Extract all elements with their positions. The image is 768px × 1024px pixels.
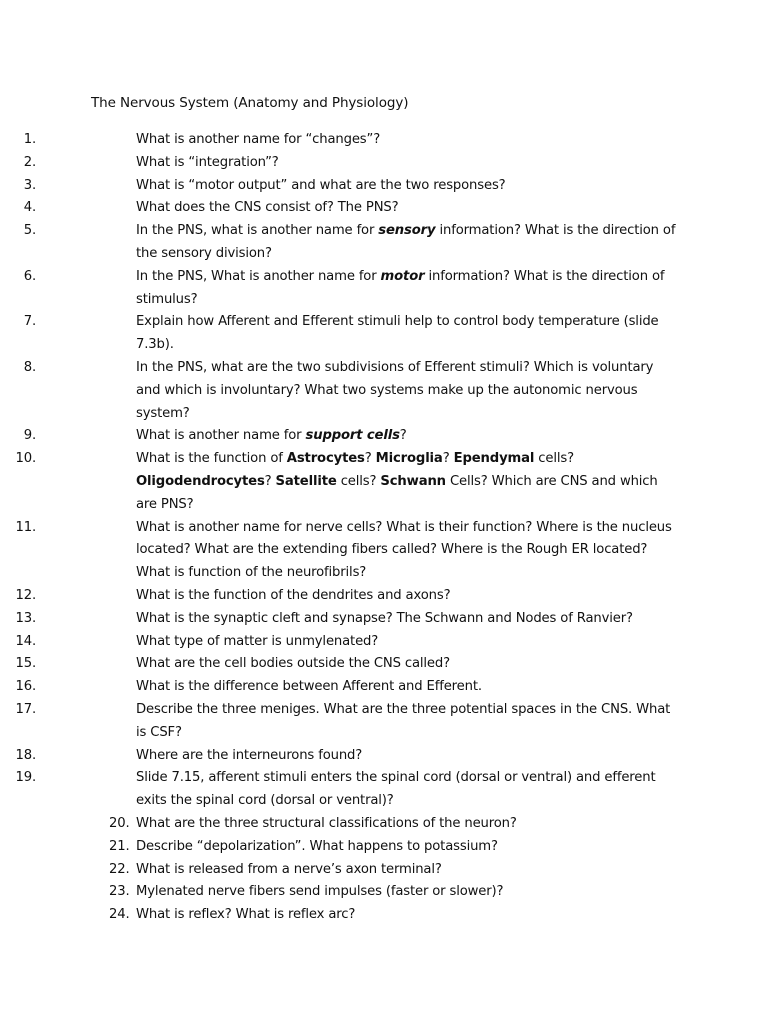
question-text [136,862,442,877]
question-text [136,656,450,671]
question-item [0,631,676,654]
question-number: 1. [23,132,36,147]
question-text-segment: What does the CNS consist of? The PNS? [136,200,399,216]
question-text [136,269,664,307]
question-item [0,175,676,198]
question-text [136,770,655,808]
emphasized-term: Astrocytes [286,451,365,467]
question-number: 11. [15,519,36,535]
question-text [136,702,670,740]
question-text-segment: Slide 7.15, afferent stimuli enters the spinal cord (dorsal or ventral) and efferent exits the spinal cord (dorsal or ventral)? [136,770,656,809]
question-number: 24. [109,907,130,923]
question-number: 7. [23,314,36,330]
question-text-segment: In the PNS, What is another name for [136,268,381,284]
question-text-segment: What is another name for nerve cells? What is their function? Where is the nucleus located? What are the extending fibers called? Where is the Rough ER located? What is function of the neurofibrils? [136,519,672,581]
question-number: 6. [23,268,36,284]
question-number: 5. [23,223,36,239]
question-text-segment: What is reflex? What is reflex arc? [136,907,356,923]
emphasized-term: Satellite [275,473,337,489]
question-number: 22. [109,861,130,877]
question-number: 13. [15,610,36,626]
question-item [0,129,676,152]
emphasized-term: Microglia [375,451,443,467]
question-text-segment: What type of matter is unmylenated? [136,633,379,649]
question-text [136,816,517,831]
question-text-segment: ? [442,451,454,467]
question-item [0,517,676,585]
question-text-segment: What are the cell bodies outside the CNS called? [136,656,450,672]
question-text-segment: Describe “depolarization”. What happens to potassium? [136,838,498,854]
emphasized-term: support cells [305,428,400,444]
question-text [136,451,658,512]
question-text [136,588,450,603]
question-number: 21. [109,838,130,854]
question-text-segment: What is “integration”? [136,154,279,170]
question-text-segment: What is “motor output” and what are the two responses? [136,177,506,193]
question-item [0,608,676,631]
question-item [0,813,676,836]
question-list [0,129,768,927]
question-text [136,223,675,261]
question-number: 20. [109,815,130,831]
question-text [136,200,398,215]
question-item [0,904,676,927]
question-text-segment: What are the three structural classifications of the neuron? [136,815,517,831]
document-title: The Nervous System (Anatomy and Physiology) [91,95,409,111]
question-number: 4. [23,200,36,216]
question-text-segment: ? [399,428,407,444]
question-text-segment: Explain how Afferent and Efferent stimuli help to control body temperature (slide 7.3b). [136,314,659,353]
question-text [136,428,407,443]
question-item [0,152,676,175]
question-item [0,425,676,448]
question-number: 15. [15,656,36,672]
question-text-segment: cells? [534,451,574,467]
question-text [136,748,362,763]
question-text-segment: In the PNS, what is another name for [136,223,379,239]
question-text [136,314,659,352]
question-number: 17. [15,701,36,717]
question-item [0,653,676,676]
question-number: 10. [15,451,36,467]
question-text-segment: information? What is the direction of the sensory division? [136,223,676,261]
question-text-segment: What is the synaptic cleft and synapse? The Schwann and Nodes of Ranvier? [136,610,633,626]
question-number: 18. [15,747,36,763]
question-text [136,884,503,899]
emphasized-term: Oligodendrocytes [136,473,265,489]
question-item [0,266,676,312]
question-text-segment: What is the function of [136,451,287,467]
question-number: 19. [15,770,36,786]
question-item [0,676,676,699]
question-text [136,634,378,649]
question-text-segment: ? [264,473,276,489]
question-number: 8. [23,359,36,375]
question-item [0,767,676,813]
question-item [0,311,676,357]
question-text-segment: Cells? Which are CNS and which are PNS? [136,473,658,512]
question-number: 9. [23,428,36,444]
question-text-segment: What is the difference between Afferent and Efferent. [136,679,482,695]
question-text [136,520,672,581]
question-text-segment: In the PNS, what are the two subdivisions of Efferent stimuli? Which is voluntary and which is involuntary? What two systems make up the autonomic nervous system? [136,359,654,421]
question-text-segment: Mylenated nerve fibers send impulses (faster or slower)? [136,884,504,900]
question-item [0,881,676,904]
question-text-segment: What is the function of the dendrites and axons? [136,587,451,603]
question-text-segment: What is another name for [136,428,306,444]
question-item [0,699,676,745]
emphasized-term: motor [380,268,425,284]
question-number: 3. [23,177,36,193]
question-text [136,360,653,421]
question-text-segment: information? What is the direction of stimulus? [136,268,665,307]
question-item [0,836,676,859]
question-item [0,585,676,608]
question-number: 12. [15,587,36,603]
question-text [136,132,380,147]
question-text [136,178,506,193]
question-text-segment: ? [364,451,376,467]
question-item [0,357,676,425]
question-text-segment: cells? [336,473,381,489]
question-text [136,611,633,626]
question-text-segment: Where are the interneurons found? [136,747,363,763]
question-number: 23. [109,884,130,900]
question-text [136,907,355,922]
question-text [136,155,279,170]
question-text [136,679,482,694]
emphasized-term: Ependymal [453,451,535,467]
question-item [0,197,676,220]
question-item [0,859,676,882]
question-text-segment: What is another name for “changes”? [136,132,381,147]
question-text [136,839,498,854]
question-text-segment: Describe the three meniges. What are the three potential spaces in the CNS. What is CSF? [136,701,671,740]
emphasized-term: Schwann [380,473,446,489]
emphasized-term: sensory [378,223,436,239]
question-item [0,745,676,768]
question-item [0,220,676,266]
question-number: 2. [23,154,36,170]
question-text-segment: What is released from a nerve’s axon terminal? [136,861,442,877]
question-number: 14. [15,633,36,649]
question-item [0,448,676,516]
question-number: 16. [15,679,36,695]
